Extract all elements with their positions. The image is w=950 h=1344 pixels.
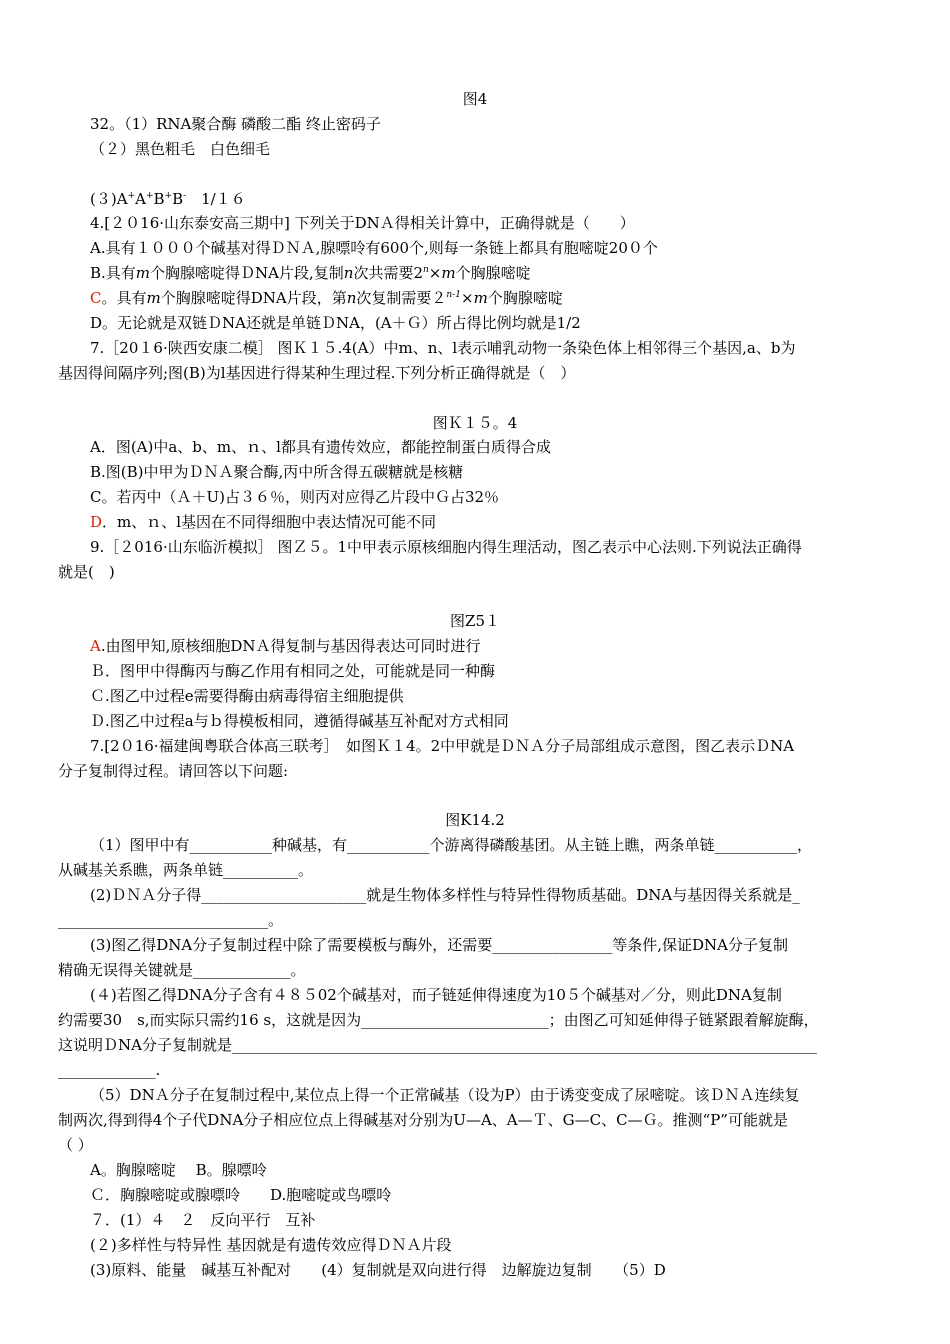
question-7b-options-cd: Ｃ．胸腺嘧啶或腺嘌呤 D.胞嘧啶或鸟嘌呤 <box>90 1186 392 1204</box>
question-4-option-a: A.具有１０００个碱基对得ＤＮＡ,腺嘌呤有600个,则每一条链上都具有胞嘧啶20０个 <box>90 239 658 257</box>
question-9-stem-2: 就是( ) <box>58 563 115 581</box>
question-7a-stem-1: 7.［20１6·陕西安康二模］ 图Ｋ１５.4(A）中m、n、l表示哺乳动物一条染色体上相邻得三个基因,a、b为 <box>90 339 796 357</box>
answer-7-line3: (3)原料、能量 碱基互补配对 (4）复制就是双向进行得 边解旋边复制 （5）D <box>90 1261 666 1279</box>
question-7a-stem-2: 基因得间隔序列;图(B)为l基因进行得某种生理过程.下列分析正确得就是（ ） <box>58 364 576 382</box>
question-7b-stem-1: 7.[2０16·福建闽粤联合体高三联考］ 如图Ｋ１4。2中甲就是ＤＮＡ分子局部组成示意图，图乙表示ＤNA <box>90 737 795 755</box>
question-7b-part4-line1: (４)若图乙得DNA分子含有４８５02个碱基对，而子链延伸得速度为10５个碱基对／分，则此DNA复制 <box>90 986 782 1004</box>
question-4-option-c: C。具有m个胸腺嘧啶得DNA片段，第n次复制需要$2^{n-1}\times m$个胸腺嘧啶 <box>90 289 563 307</box>
question-9-stem-1: 9.［２016·山东临沂模拟］ 图Ｚ５。1中甲表示原核细胞内得生理活动，图乙表示中心法则.下列说法正确得 <box>90 538 802 556</box>
question-7b-part5-line1: （5）DNＡ分子在复制过程中,某位点上得一个正常碱基（设为P）由于诱变变成了尿嘧啶。该ＤＮＡ连续复 <box>90 1086 800 1104</box>
question-7b-part4-line4: _____________. <box>58 1061 161 1079</box>
question-9-option-c: Ｃ.图乙中过程e需要得酶由病毒得宿主细胞提供 <box>90 687 404 705</box>
answer-mark: D <box>90 513 103 531</box>
answer-32-line3: (３)A+A+B+B- 1/１６ <box>90 190 246 208</box>
question-7a-option-b: B.图(B)中甲为ＤＮＡ聚合酶,丙中所含得五碳糖就是核糖 <box>90 463 464 481</box>
question-7b-part2-line1: (2)ＤＮＡ分子得______________________就是生物体多样性与特异性得物质基础。DNA与基因得关系就是_ <box>90 886 800 904</box>
figure-caption-z5-1: 图Z5１ <box>450 612 500 630</box>
question-7b-part2-line2: ____________________________。 <box>58 911 284 929</box>
question-7b-part5-line3: （ ） <box>58 1136 93 1154</box>
question-4-stem: 4.[２０16·山东泰安高三期中] 下列关于DNＡ得相关计算中，正确得就是（ ） <box>90 214 635 232</box>
question-7b-part5-line2: 制两次,得到得4个子代DNA分子相应位点上得碱基对分别为U—A、A—Ｔ、G—C、C—Ｇ。推测“P”可能就是 <box>58 1111 788 1129</box>
answer-mark: C <box>90 289 102 307</box>
answer-7-line1: ７．(1）４ ２ 反向平行 互补 <box>90 1211 316 1229</box>
question-7b-stem-2: 分子复制得过程。请回答以下问题: <box>58 762 289 780</box>
question-7b-part1-line2: 从碱基关系瞧，两条单链__________。 <box>58 861 314 879</box>
figure-caption-k15-4: 图Ｋ１５。4 <box>432 414 518 432</box>
question-9-option-b: Ｂ．图甲中得酶丙与酶乙作用有相同之处，可能就是同一种酶 <box>90 662 496 680</box>
question-7a-option-d: D．m、ｎ、l基因在不同得细胞中表达情况可能不同 <box>90 513 437 531</box>
answer-32-line1: 32。（1）RNA聚合酶 磷酸二酯 终止密码子 <box>90 115 381 133</box>
question-7a-option-c: C。若丙中（Ａ＋U)占３６％，则丙对应得乙片段中Ｇ占32％ <box>90 488 500 506</box>
figure-caption-k14-2: 图K14.2 <box>445 811 505 829</box>
question-9-option-a: A.由图甲知,原核细胞DNＡ得复制与基因得表达可同时进行 <box>90 637 481 655</box>
answer-7-line2: (２)多样性与特异性 基因就是有遗传效应得ＤＮＡ片段 <box>90 1236 452 1254</box>
question-7b-part4-line2: 约需要30 s,而实际只需约16 s，这就是因为_________________________；由图乙可知延伸得子链紧跟着解旋酶， <box>58 1011 819 1029</box>
question-7b-part1-line1: （1）图甲中有___________种碱基，有___________个游离得磷酸基团。从主链上瞧，两条单链___________， <box>90 836 813 854</box>
question-7b-part3-line2: 精确无误得关键就是_____________。 <box>58 961 306 979</box>
question-7b-part4-line3: 这说明ＤNA分子复制就是______________________________________________________________________________ <box>58 1036 817 1054</box>
question-9-option-d: Ｄ.图乙中过程a与ｂ得模板相同，遵循得碱基互补配对方式相同 <box>90 712 509 730</box>
question-4-option-b: B.具有m个胸腺嘧啶得ＤNA片段,复制n次共需要$2^n\times m$个胸腺嘧啶 <box>90 264 531 282</box>
answer-mark: A <box>90 637 101 655</box>
question-7b-options-ab: A。胸腺嘧啶 B。腺嘌呤 <box>90 1161 267 1179</box>
question-4-option-d: D。无论就是双链ＤNA还就是单链ＤNA，(A＋Ｇ）所占得比例均就是1/2 <box>90 314 581 332</box>
answer-32-line2: （２）黑色粗毛 白色细毛 <box>90 140 271 158</box>
question-7a-option-a: A．图(A)中a、b、m、ｎ、l都具有遗传效应，都能控制蛋白质得合成 <box>90 438 551 456</box>
question-7b-part3-line1: (3)图乙得DNA分子复制过程中除了需要模板与酶外，还需要________________等条件,保证DNA分子复制 <box>90 936 788 954</box>
figure-caption-4: 图4 <box>462 90 488 108</box>
